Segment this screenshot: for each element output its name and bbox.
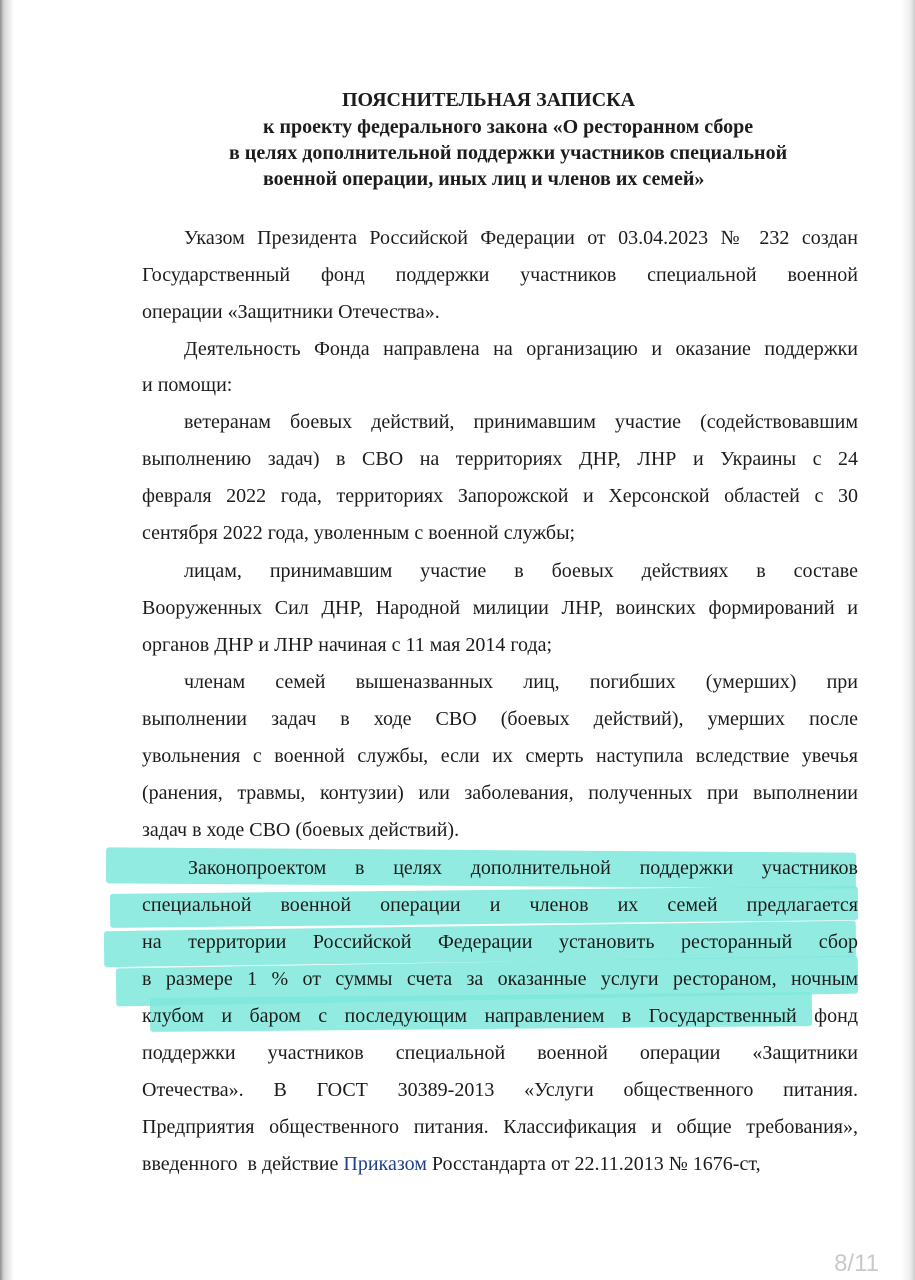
paragraph-line: Деятельность Фонда направлена на организацию и оказание поддержки xyxy=(184,338,858,360)
highlighted-line: специальной военной операции и членов их семей предлагается xyxy=(142,894,858,916)
paragraph-line: выполнении задач в ходе СВО (боевых действий), умерших после xyxy=(142,708,858,730)
page-counter: 8/11 xyxy=(834,1250,879,1277)
highlighted-line: в размере 1 % от суммы счета за оказанные услуги рестораном, ночным xyxy=(142,968,858,990)
paragraph-line: (ранения, травмы, контузии) или заболевания, полученных при выполнении xyxy=(142,782,858,804)
document-title: ПОЯСНИТЕЛЬНАЯ ЗАПИСКА xyxy=(342,89,636,111)
paragraph-line: увольнения с военной службы, если их смерть наступила вследствие увечья xyxy=(142,745,858,767)
paragraph-line: поддержки участников специальной военной операции «Защитники xyxy=(142,1042,858,1064)
paragraph-line: лицам, принимавшим участие в боевых действиях в составе xyxy=(184,560,858,582)
document-subtitle-line: в целях дополнительной поддержки участников специальной xyxy=(229,142,788,164)
order-link[interactable]: Приказом xyxy=(343,1153,427,1175)
highlighted-line: на территории Российской Федерации установить ресторанный сбор xyxy=(142,931,858,953)
highlighted-line: клубом и баром с последующим направлением в Государственный фонд xyxy=(142,1005,858,1027)
paragraph-line xyxy=(142,1152,858,1176)
paragraph-line: Вооруженных Сил ДНР, Народной милиции ЛНР, воинских формирований и xyxy=(142,597,858,619)
paragraph-line: Предприятия общественного питания. Классификация и общие требования», xyxy=(142,1116,858,1138)
paragraph-line: выполнению задач) в СВО на территориях ДНР, ЛНР и Украины с 24 xyxy=(142,448,858,470)
paragraph-line: февраля 2022 года, территориях Запорожской и Херсонской областей с 30 xyxy=(142,485,858,507)
highlighted-line: Законопроектом в целях дополнительной поддержки участников xyxy=(188,857,858,879)
document-subtitle-line: военной операции, иных лиц и членов их семей» xyxy=(263,168,705,190)
paragraph-line: органов ДНР и ЛНР начиная с 11 мая 2014 года; xyxy=(142,634,553,656)
paragraph-line: Отечества». В ГОСТ 30389-2013 «Услуги общественного питания. xyxy=(142,1079,858,1101)
line-text: введенного в действие xyxy=(142,1153,344,1175)
paragraph-line: сентября 2022 года, уволенным с военной службы; xyxy=(142,522,576,544)
paragraph-line: Указом Президента Российской Федерации от 03.04.2023 № 232 создан xyxy=(184,227,858,249)
paragraph-line: Государственный фонд поддержки участников специальной военной xyxy=(142,264,858,286)
document-subtitle-line: к проекту федерального закона «О ресторанном сборе xyxy=(263,116,754,138)
paragraph-line: ветеранам боевых действий, принимавшим участие (содействовавшим xyxy=(184,411,858,433)
paragraph-line: операции «Защитники Отечества». xyxy=(142,301,440,323)
paragraph-line: членам семей вышеназванных лиц, погибших (умерших) при xyxy=(184,671,858,693)
paragraph-line: и помощи: xyxy=(142,374,233,396)
line-text: Росстандарта от 22.11.2013 № 1676-ст, xyxy=(426,1153,761,1175)
paragraph-line: задач в ходе СВО (боевых действий). xyxy=(142,819,460,841)
